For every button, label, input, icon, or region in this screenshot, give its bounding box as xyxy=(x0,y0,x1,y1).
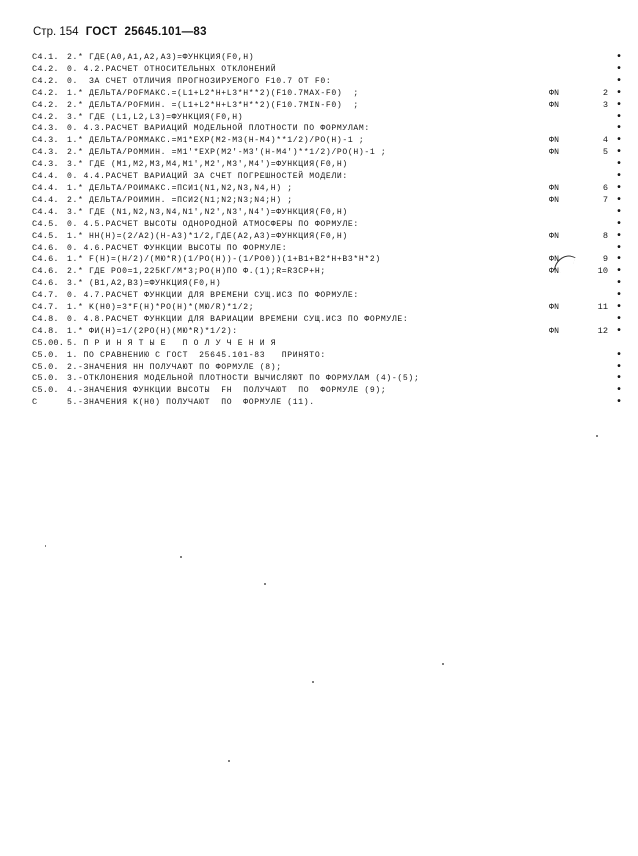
formula-ref-label: ФN xyxy=(549,255,560,265)
line-text: 0. 4.5.РАСЧЕТ ВЫСОТЫ ОДНОРОДНОЙ АТМОСФЕРЫ ПО ФОРМУЛЕ: xyxy=(67,219,359,229)
margin-dot: • xyxy=(616,361,623,373)
line-text: 3.* ГДЕ (N1,N2,N3,N4,N1',N2',N3',N4')=ФУНКЦИЯ(F0,H) xyxy=(67,207,348,217)
listing-line xyxy=(0,314,638,326)
margin-dot: • xyxy=(616,206,623,218)
listing-line xyxy=(0,207,638,219)
listing-line xyxy=(0,100,638,112)
line-text: 1.* ДЕЛЬТА/РОFМАКС.=(L1+L2*H+L3*H**2)(F10.7MAX-F0) ; xyxy=(67,88,359,98)
line-code: C4.8. xyxy=(32,313,59,324)
listing-line xyxy=(0,326,638,338)
listing-line xyxy=(0,338,638,350)
listing-line xyxy=(0,219,638,231)
line-code: C4.3. xyxy=(32,135,59,146)
formula-ref-label: ФN xyxy=(549,267,560,277)
listing-line xyxy=(0,112,638,124)
margin-dot: • xyxy=(616,373,623,385)
listing-line xyxy=(0,254,638,266)
line-code: C4.2. xyxy=(32,99,59,110)
margin-dot: • xyxy=(616,325,623,337)
line-text: 0. 4.3.РАСЧЕТ ВАРИАЦИЙ МОДЕЛЬНОЙ ПЛОТНОСТИ ПО ФОРМУЛАМ: xyxy=(67,124,370,134)
line-text: 3.-ОТКЛОНЕНИЯ МОДЕЛЬНОЙ ПЛОТНОСТИ ВЫЧИСЛЯЮТ ПО ФОРМУЛАМ (4)-(5); xyxy=(67,374,420,384)
margin-dot: • xyxy=(616,230,623,242)
formula-number: 3 xyxy=(602,99,608,110)
scan-speck xyxy=(596,435,598,437)
line-text: 0. 4.7.РАСЧЕТ ФУНКЦИИ ДЛЯ ВРЕМЕНИ СУЩ.ИСЗ ПО ФОРМУЛЕ: xyxy=(67,291,359,301)
margin-dot: • xyxy=(616,218,623,230)
scan-speck xyxy=(442,663,444,665)
margin-dot: • xyxy=(616,349,623,361)
page-label: Стр. 154 xyxy=(33,26,79,38)
formula-number: 5 xyxy=(602,147,608,158)
margin-dot: • xyxy=(616,87,623,99)
line-code: C xyxy=(32,397,38,408)
line-code: C4.5. xyxy=(32,230,59,241)
line-code: C4.4. xyxy=(32,182,59,193)
scan-speck xyxy=(45,545,46,547)
line-text: 1.* ДЕЛЬТА/РОММАКС.=M1*EXP(M2-M3(H-M4)**1/2)/РО(H)-1 ; xyxy=(67,136,365,146)
line-code: C4.8. xyxy=(32,325,59,336)
margin-dot: • xyxy=(616,159,623,171)
line-code: C4.3. xyxy=(32,123,59,134)
listing-line xyxy=(0,123,638,135)
line-text: 2.* ГДЕ(A0,A1,A2,A3)=ФУНКЦИЯ(F0,H) xyxy=(67,53,255,62)
line-text: 3.* ГДЕ (L1,L2,L3)=ФУНКЦИЯ(F0,H) xyxy=(67,112,244,122)
formula-ref-label: ФN xyxy=(549,100,560,110)
line-text: 4.-ЗНАЧЕНИЯ ФУНКЦИИ ВЫСОТЫ FH ПОЛУЧАЮТ ПО ФОРМУЛЕ (9); xyxy=(67,386,387,396)
line-text: 1.* ДЕЛЬТА/РОИМАКС.=ПСИ1(N1,N2,N3,N4,H) ; xyxy=(67,183,293,193)
formula-number: 6 xyxy=(602,182,608,193)
listing-line xyxy=(0,290,638,302)
line-text: 0. 4.8.РАСЧЕТ ФУНКЦИИ ДЛЯ ВАРИАЦИИ ВРЕМЕНИ СУЩ.ИСЗ ПО ФОРМУЛЕ: xyxy=(67,314,409,324)
line-code: C4.6. xyxy=(32,278,59,289)
line-code: C4.3. xyxy=(32,159,59,170)
margin-dot: • xyxy=(616,99,623,111)
listing-line xyxy=(0,76,638,88)
formula-number: 11 xyxy=(597,302,608,313)
line-code: C4.2. xyxy=(32,75,59,86)
line-text: 2.* ДЕЛЬТА/РОММИН. =M1'*EXP(M2'-M3'(H-M4')**1/2)/РО(H)-1 ; xyxy=(67,148,387,158)
formula-ref-label: ФN xyxy=(549,326,560,336)
formula-ref-label: ФN xyxy=(549,231,560,241)
line-code: C5.0. xyxy=(32,385,59,396)
formula-number: 4 xyxy=(602,135,608,146)
listing-line xyxy=(0,243,638,255)
margin-dot: • xyxy=(616,111,623,123)
line-text: 2.-ЗНАЧЕНИЯ HH ПОЛУЧАЮТ ПО ФОРМУЛЕ (8); xyxy=(67,362,282,372)
line-text: 2.* ДЕЛЬТА/РОFМИН. =(L1+L2*H+L3*H**2)(F10.7MIN-F0) ; xyxy=(67,100,359,110)
formula-number: 8 xyxy=(602,230,608,241)
margin-dot: • xyxy=(616,52,623,63)
line-code: C4.5. xyxy=(32,218,59,229)
margin-dot: • xyxy=(616,147,623,159)
formula-number: 7 xyxy=(602,194,608,205)
margin-dot: • xyxy=(616,182,623,194)
listing-line xyxy=(0,88,638,100)
margin-dot: • xyxy=(616,302,623,314)
listing-line xyxy=(0,302,638,314)
formula-ref-label: ФN xyxy=(549,195,560,205)
line-text: 2.* ДЕЛЬТА/РОИМИН. =ПСИ2(N1;N2;N3;N4;H) ; xyxy=(67,195,293,205)
line-code: C4.7. xyxy=(32,302,59,313)
line-text: 1.* HH(H)=(2/A2)(H-A3)*1/2,ГДЕ(A2,A3)=ФУНКЦИЯ(F0,H) xyxy=(67,231,348,241)
line-text: 3.* ГДЕ (M1,M2,M3,M4,M1',M2',M3',M4')=ФУНКЦИЯ(F0,H) xyxy=(67,160,348,170)
line-text: 0. 4.2.РАСЧЕТ ОТНОСИТЕЛЬНЫХ ОТКЛОНЕНИЙ xyxy=(67,64,277,74)
line-text: 1.* ФИ(H)=1/(2PO(H)(MЮ*R)*1/2): xyxy=(67,326,238,336)
program-listing xyxy=(0,52,638,409)
formula-number: 2 xyxy=(602,87,608,98)
line-code: C4.4. xyxy=(32,206,59,217)
line-code: C4.6. xyxy=(32,242,59,253)
line-text: 3.* (B1,A2,B3)=ФУНКЦИЯ(F0,H) xyxy=(67,279,222,289)
line-code: C4.2. xyxy=(32,87,59,98)
margin-dot: • xyxy=(616,123,623,135)
page-header xyxy=(33,26,207,38)
margin-dot: • xyxy=(616,254,623,266)
line-text: 5.-ЗНАЧЕНИЯ K(H0) ПОЛУЧАЮТ ПО ФОРМУЛЕ (11). xyxy=(67,398,315,408)
margin-dot: • xyxy=(616,266,623,278)
formula-ref-label: ФN xyxy=(549,183,560,193)
listing-line xyxy=(0,135,638,147)
listing-line xyxy=(0,266,638,278)
listing-line xyxy=(0,64,638,76)
line-code: C4.3. xyxy=(32,147,59,158)
margin-dot: • xyxy=(616,75,623,87)
formula-number: 12 xyxy=(597,325,608,336)
line-code: C5.00. xyxy=(32,337,65,348)
listing-line xyxy=(0,385,638,397)
formula-ref-label: ФN xyxy=(549,88,560,98)
listing-line xyxy=(0,147,638,159)
formula-ref-label: ФN xyxy=(549,148,560,158)
line-text: 1.* K(H0)=3*F(H)*PO(H)*(MЮ/R)*1/2; xyxy=(67,303,255,313)
listing-line xyxy=(0,362,638,374)
margin-dot: • xyxy=(616,194,623,206)
line-code: C5.0. xyxy=(32,349,59,360)
scan-speck xyxy=(228,760,230,762)
listing-line xyxy=(0,373,638,385)
listing-line xyxy=(0,350,638,362)
line-text: 2.* ГДЕ PO0=1,225КГ/M*3;PO(H)ПО Ф.(1);R=R3CP+H; xyxy=(67,267,326,277)
standard-number: 25645.101—83 xyxy=(124,26,207,38)
formula-number: 10 xyxy=(597,266,608,277)
scan-speck xyxy=(312,681,314,683)
line-code: C4.6. xyxy=(32,266,59,277)
line-code: C5.0. xyxy=(32,361,59,372)
scan-speck xyxy=(180,556,182,558)
line-text: 0. ЗА СЧЕТ ОТЛИЧИЯ ПРОГНОЗИРУЕМОГО F10.7 ОТ F0: xyxy=(67,76,332,86)
line-text: 1. ПО СРАВНЕНИЮ С ГОСТ 25645.101-83 ПРИНЯТО: xyxy=(67,350,326,360)
margin-dot: • xyxy=(616,313,623,325)
line-text: 5. П Р И Н Я Т Ы Е П О Л У Ч Е Н И Я xyxy=(67,338,277,348)
margin-dot: • xyxy=(616,63,623,75)
line-text: 1.* F(H)=(H/2)/(MЮ*R)(1/PO(H))-(1/PO0))(1+B1+B2*H+B3*H*2) xyxy=(67,255,381,265)
margin-dot: • xyxy=(616,385,623,397)
listing-line xyxy=(0,171,638,183)
listing-line xyxy=(0,159,638,171)
margin-dot: • xyxy=(616,397,623,409)
formula-ref-label: ФN xyxy=(549,136,560,146)
line-text: 0. 4.6.РАСЧЕТ ФУНКЦИИ ВЫСОТЫ ПО ФОРМУЛЕ: xyxy=(67,243,288,253)
line-code: C4.2. xyxy=(32,111,59,122)
margin-dot: • xyxy=(616,278,623,290)
line-code: C4.6. xyxy=(32,254,59,265)
margin-dot: • xyxy=(616,171,623,183)
margin-dot: • xyxy=(616,135,623,147)
listing-line xyxy=(0,195,638,207)
formula-ref-label: ФN xyxy=(549,303,560,313)
scan-speck xyxy=(264,583,266,585)
listing-line xyxy=(0,231,638,243)
listing-line xyxy=(0,397,638,409)
line-text: 0. 4.4.РАСЧЕТ ВАРИАЦИЙ ЗА СЧЕТ ПОГРЕШНОСТЕЙ МОДЕЛИ: xyxy=(67,172,348,182)
listing-line xyxy=(0,52,638,64)
line-code: C4.2. xyxy=(32,63,59,74)
line-code: C4.4. xyxy=(32,194,59,205)
listing-line xyxy=(0,183,638,195)
margin-dot: • xyxy=(616,290,623,302)
line-code: C4.4. xyxy=(32,171,59,182)
standard-label: ГОСТ xyxy=(85,26,118,38)
line-code: C4.7. xyxy=(32,290,59,301)
margin-dot: • xyxy=(616,242,623,254)
formula-number: 9 xyxy=(602,254,608,265)
line-code: C4.1. xyxy=(32,52,59,62)
line-code: C5.0. xyxy=(32,373,59,384)
listing-line xyxy=(0,278,638,290)
